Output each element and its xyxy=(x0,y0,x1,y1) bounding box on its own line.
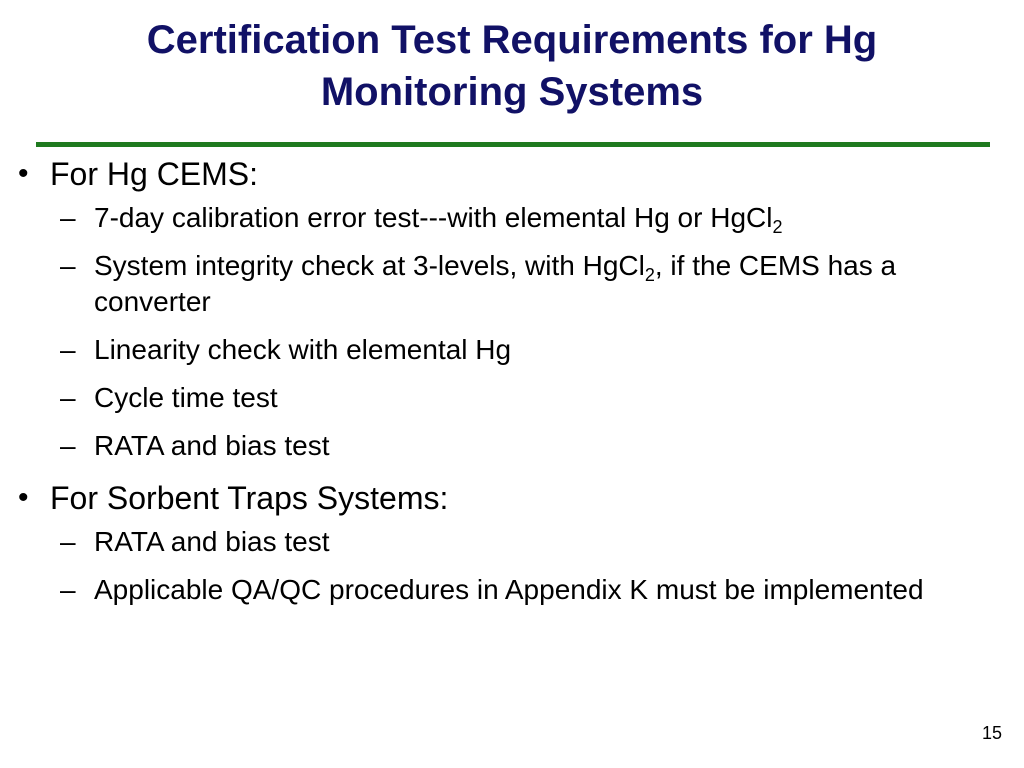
subscript: 2 xyxy=(772,217,783,237)
sub-item-rata xyxy=(18,428,998,464)
bullet-heading: For Hg CEMS: xyxy=(50,156,259,192)
sub-item-text: RATA and bias test xyxy=(94,526,330,557)
sub-item-calibration xyxy=(18,200,998,236)
slide-content xyxy=(18,152,998,620)
sub-marker: – xyxy=(60,526,76,557)
sub-item-qaqc xyxy=(18,572,998,608)
bullet-marker: • xyxy=(18,157,29,190)
title-line-2: Monitoring Systems xyxy=(320,70,704,114)
bullet-sorbent-traps xyxy=(18,476,998,520)
slide-title xyxy=(0,14,1024,118)
sub-item-cycle-time xyxy=(18,380,998,416)
sub-item-linearity xyxy=(18,332,998,368)
sub-marker: – xyxy=(60,574,76,605)
sub-marker: – xyxy=(60,250,76,281)
page-number: 15 xyxy=(981,723,1002,743)
hg-cems-sub-list xyxy=(18,200,998,464)
sub-item-text: System integrity check at 3-levels, with HgCl xyxy=(94,250,645,281)
sub-marker: – xyxy=(60,334,76,365)
sub-item-rata xyxy=(18,524,998,560)
title-line-1: Certification Test Requirements for Hg xyxy=(146,18,878,62)
sub-item-text: Cycle time test xyxy=(94,382,278,413)
sub-item-text: 7-day calibration error test---with elemental Hg or HgCl xyxy=(94,202,773,233)
bullet-hg-cems xyxy=(18,152,998,196)
sub-item-text-continued: , if the CEMS has a converter xyxy=(94,250,897,317)
bullet-marker: • xyxy=(18,481,29,514)
title-divider xyxy=(36,142,990,147)
sub-marker: – xyxy=(60,202,76,233)
sub-item-integrity xyxy=(18,248,998,320)
sub-item-text: Applicable QA/QC procedures in Appendix K must be implemented xyxy=(94,574,924,605)
sorbent-traps-sub-list xyxy=(18,524,998,608)
sub-item-text: Linearity check with elemental Hg xyxy=(94,334,512,365)
bullet-heading: For Sorbent Traps Systems: xyxy=(50,480,449,516)
sub-item-text: RATA and bias test xyxy=(94,430,330,461)
sub-marker: – xyxy=(60,430,76,461)
sub-marker: – xyxy=(60,382,76,413)
subscript: 2 xyxy=(644,265,655,285)
